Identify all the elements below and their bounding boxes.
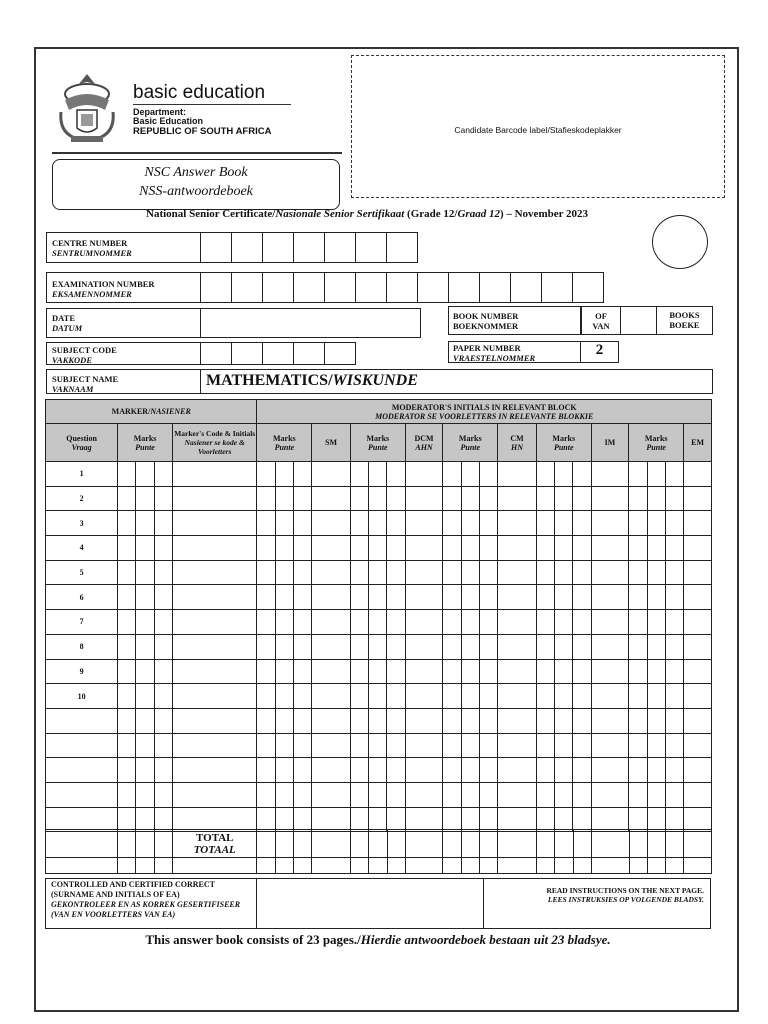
dept-line-1: Department: [133,107,187,117]
question-number: 7 [46,610,118,635]
certificate-line: National Senior Certificate/Nasionale Senior Sertifikaat (Grade 12/Graad 12) – November 2023 [146,208,589,220]
col-cm: CM HN [498,424,537,462]
table-row [46,536,712,561]
books-total-input[interactable] [620,306,657,335]
table-row [46,684,712,709]
paper-number-value: 2 [595,342,604,358]
exam-number-input[interactable] [201,272,604,303]
subject-code-input[interactable] [201,342,356,365]
table-row [46,634,712,659]
table-row [46,511,712,536]
books-label: BOOKS BOEKE [669,310,700,330]
col-marks-dcm: Marks Punte [350,424,405,462]
col-marks-cm: Marks Punte [443,424,498,462]
col-marks-im: Marks Punte [536,424,591,462]
header-divider [52,152,342,154]
table-row [46,462,712,487]
certification-signature-input[interactable] [256,878,484,929]
marker-header: MARKER/NASIENER [46,400,257,424]
question-number: 5 [46,560,118,585]
controlled-label: CONTROLLED AND CERTIFIED CORRECT (SURNAME AND INITIALS OF EA) GEKONTROLEER EN AS KORREK GESERTIFISEER (VAN EN VOORLETTERS VAN EA) [51,880,241,919]
question-number: 4 [46,536,118,561]
col-em: EM [684,424,712,462]
pages-note: This answer book consists of 23 pages./Hierdie antwoordeboek bestaan uit 23 bladsye. [145,932,611,947]
question-number: 6 [46,585,118,610]
book-number-label: BOOK NUMBER BOEKNOMMER [453,311,519,331]
total-table [45,829,712,874]
centre-number-label: CENTRE NUMBER SENTRUMNOMMER [52,238,132,258]
column-header-row [46,424,712,462]
col-dcm: DCM AHN [405,424,443,462]
centre-number-input[interactable] [201,232,418,263]
marking-table [45,399,712,832]
col-sm: SM [312,424,351,462]
coat-of-arms-logo [55,70,119,146]
col-marker-code: Marker's Code & Initials Nasiener se kode & Voorletters [173,424,257,462]
question-number [46,782,118,807]
table-row [46,486,712,511]
answer-book-title-en: NSC Answer Book [144,165,248,180]
dept-line-3: REPUBLIC OF SOUTH AFRICA [133,126,272,137]
total-blank [46,830,118,858]
read-instructions: READ INSTRUCTIONS ON THE NEXT PAGE. LEES INSTRUKSIES OP VOLGENDE BLADSY. [546,886,704,904]
col-marks-sm: Marks Punte [257,424,312,462]
brand-underline [133,104,291,105]
table-row [46,610,712,635]
question-number [46,708,118,733]
table-row [46,782,712,807]
table-row [46,708,712,733]
of-label: OF VAN [592,311,610,331]
col-im: IM [591,424,629,462]
brand-title: basic education [133,82,266,103]
barcode-label-text: Candidate Barcode label/Stafieskodeplakker [454,125,622,135]
subject-name-value: MATHEMATICS/WISKUNDE [206,372,418,389]
moderator-header: MODERATOR'S INITIALS IN RELEVANT BLOCK MODERATOR SE VOORLETTERS IN RELEVANTE BLOKKIE [257,400,712,424]
paper-number-label: PAPER NUMBER VRAESTELNOMMER [453,343,536,363]
exam-number-label: EXAMINATION NUMBER EKSAMENNOMMER [52,279,155,299]
question-number: 3 [46,511,118,536]
total-label: TOTAL TOTAAL [173,830,257,858]
question-number: 8 [46,634,118,659]
question-number: 9 [46,659,118,684]
date-input[interactable] [200,308,421,338]
question-rows [46,462,712,832]
table-row [46,560,712,585]
question-number: 1 [46,462,118,487]
answer-book-title-af: NSS-antwoordeboek [139,184,253,199]
table-row [46,733,712,758]
table-row [46,758,712,783]
subject-code-label: SUBJECT CODE VAKKODE [52,345,117,365]
subject-name-label: SUBJECT NAME VAKNAAM [52,374,119,394]
question-number: 10 [46,684,118,709]
col-marks-em: Marks Punte [629,424,684,462]
col-question: Question Vraag [46,424,118,462]
dept-line-2: Basic Education [133,116,204,126]
marks-circle[interactable] [652,215,708,269]
table-row [46,585,712,610]
col-marks: Marks Punte [118,424,173,462]
date-label: DATE DATUM [52,313,83,333]
book-of-box [581,306,621,335]
question-number [46,733,118,758]
question-number: 2 [46,486,118,511]
question-number [46,758,118,783]
table-row [46,659,712,684]
